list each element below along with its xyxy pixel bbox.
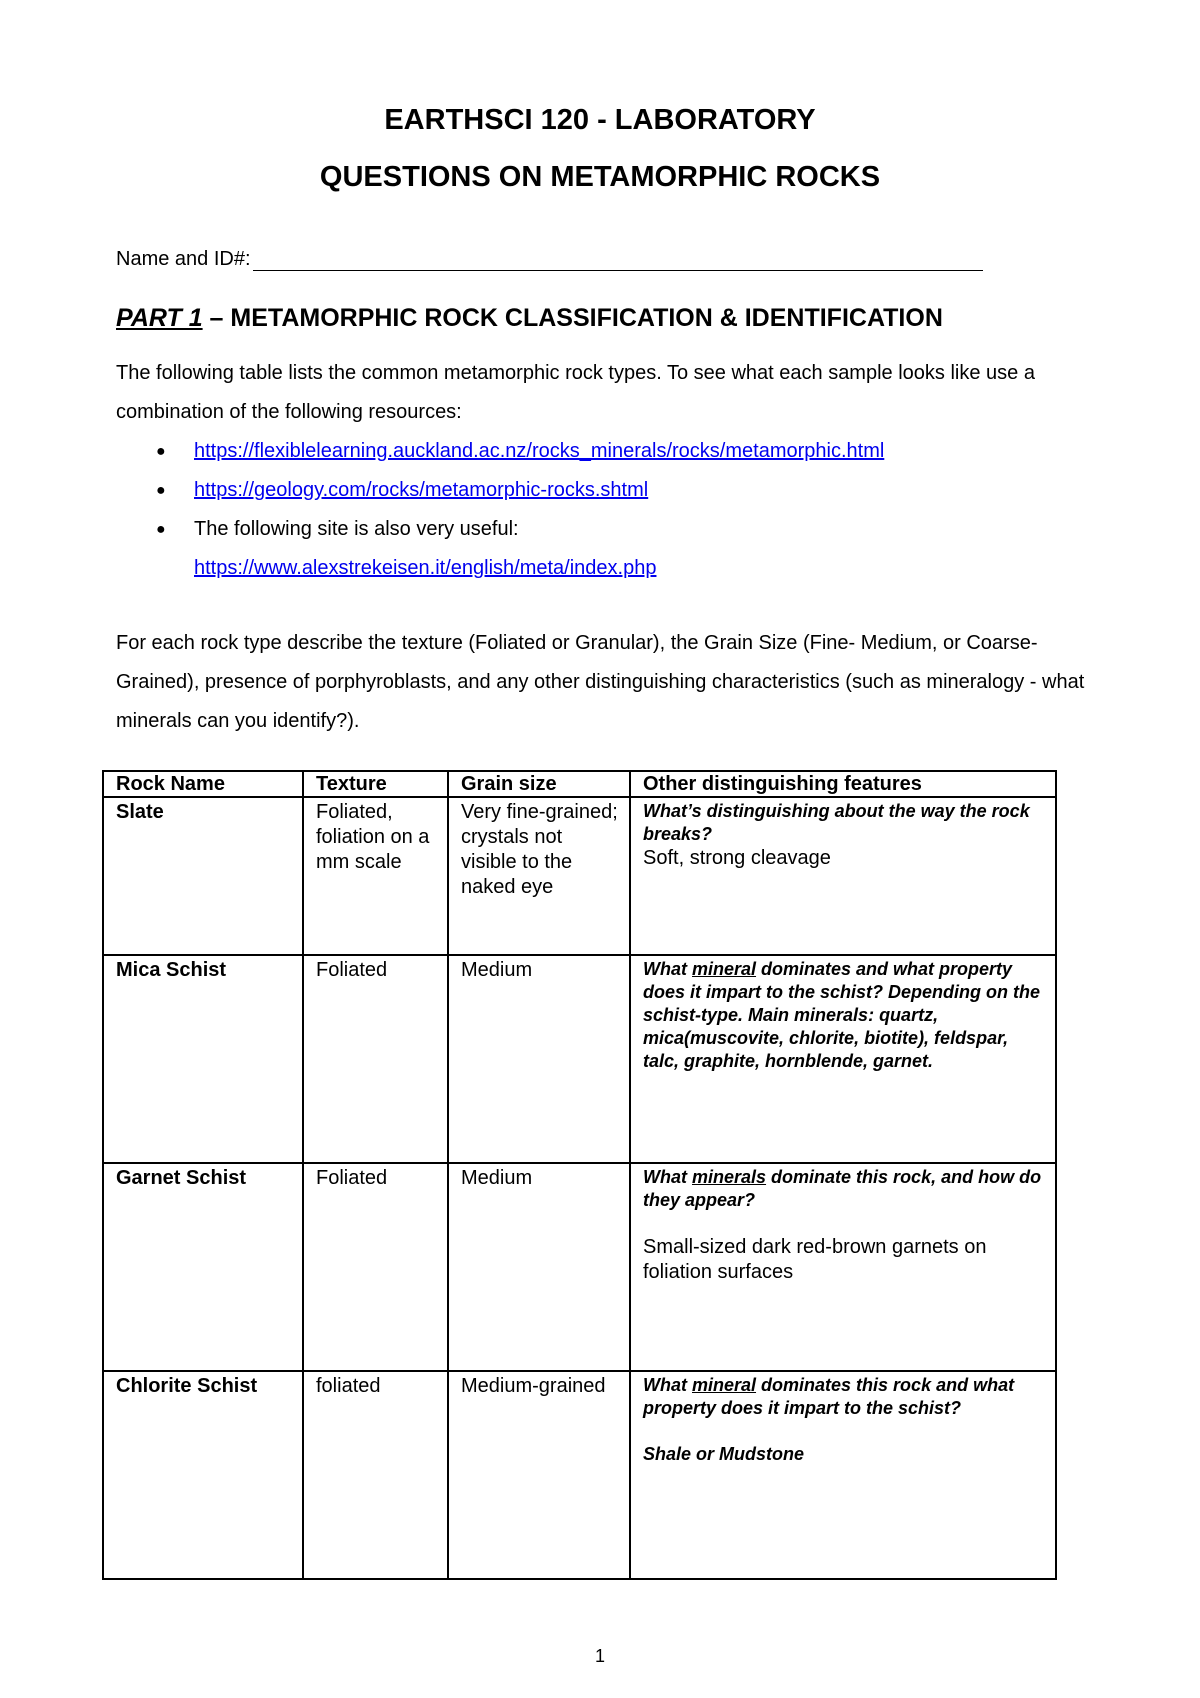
document-subtitle: QUESTIONS ON METAMORPHIC ROCKS	[319, 161, 881, 193]
grain-cell[interactable]: Medium-grained	[448, 1371, 630, 1579]
resource-link-alexstrekeisen[interactable]: https://www.alexstrekeisen.it/english/meta/index.php	[194, 557, 657, 579]
features-cell[interactable]	[630, 1371, 1056, 1579]
part1-heading	[116, 304, 943, 333]
header-other-features: Other distinguishing features	[630, 771, 1056, 797]
rock-name-cell: Chlorite Schist	[103, 1371, 303, 1579]
texture-cell[interactable]: Foliated	[303, 1163, 448, 1371]
list-item	[116, 471, 884, 510]
bullet-icon: ●	[156, 443, 166, 460]
intro-paragraph: The following table lists the common metamorphic rock types. To see what each sample looks like use a combination of the following resources:	[116, 362, 1035, 423]
feature-question: What’s distinguishing about the way the rock breaks?	[643, 801, 1030, 844]
resource-link-geology[interactable]: https://geology.com/rocks/metamorphic-rocks.shtml	[194, 479, 649, 501]
list-item	[116, 432, 884, 471]
question-keyword: minerals	[692, 1167, 767, 1187]
rock-name-cell: Garnet Schist	[103, 1163, 303, 1371]
bullet-icon: ●	[156, 521, 166, 538]
resource-list	[116, 432, 884, 588]
features-cell[interactable]	[630, 797, 1056, 955]
table-row	[103, 1371, 1056, 1579]
part1-title: – METAMORPHIC ROCK CLASSIFICATION & IDENTIFICATION	[202, 304, 943, 332]
part1-number: PART 1	[116, 304, 203, 332]
question-keyword: mineral	[692, 959, 757, 979]
texture-cell[interactable]: Foliated, foliation on a mm scale	[303, 797, 448, 955]
rock-name-cell: Slate	[103, 797, 303, 955]
question-prefix: What	[643, 1167, 692, 1187]
resource-link-auckland[interactable]: https://flexiblelearning.auckland.ac.nz/rocks_minerals/rocks/metamorphic.html	[194, 440, 885, 462]
feature-answer: Soft, strong cleavage	[643, 847, 831, 869]
instructions-paragraph: For each rock type describe the texture (Foliated or Granular), the Grain Size (Fine- Medium, or Coarse-Grained), presence of porphyroblasts, and any other distinguishing characteristics (such as mineralogy - what minerals can you identify?).	[116, 632, 1085, 732]
rock-table	[102, 770, 1057, 1580]
question-keyword: mineral	[692, 1375, 757, 1395]
features-cell[interactable]	[630, 1163, 1056, 1371]
list-item	[116, 510, 884, 588]
extra-note: The following site is also very useful:	[194, 518, 519, 540]
header-texture: Texture	[303, 771, 448, 797]
rock-name-cell: Mica Schist	[103, 955, 303, 1163]
spacer	[643, 1212, 1045, 1235]
question-prefix: What	[643, 1375, 692, 1395]
spacer	[643, 1420, 1045, 1443]
question-suffix: dominate this rock, and how do they appear?	[643, 1167, 1042, 1210]
name-id-field	[116, 248, 983, 271]
page-number: 1	[594, 1646, 605, 1666]
question-suffix: dominates this rock and what property does it impart to the schist?	[643, 1375, 1015, 1418]
question-suffix: dominates and what property does it impart to the schist? Depending on the schist-type. Main minerals: quartz, mica(muscovite, chlorite, biotite), feldspar, talc, graphite, hornblende, garnet.	[643, 959, 1041, 1071]
grain-cell[interactable]: Medium	[448, 955, 630, 1163]
feature-question	[643, 1374, 1045, 1420]
question-prefix: What	[643, 959, 692, 979]
header-rock-name: Rock Name	[103, 771, 303, 797]
feature-answer: Shale or Mudstone	[643, 1444, 805, 1464]
feature-answer: Small-sized dark red-brown garnets on foliation surfaces	[643, 1236, 987, 1283]
header-grain-size: Grain size	[448, 771, 630, 797]
texture-cell[interactable]: Foliated	[303, 955, 448, 1163]
texture-cell[interactable]: foliated	[303, 1371, 448, 1579]
name-id-label: Name and ID#:	[116, 248, 251, 270]
feature-question	[643, 958, 1045, 1073]
grain-cell[interactable]: Very fine-grained; crystals not visible to the naked eye	[448, 797, 630, 955]
name-id-blank[interactable]	[253, 251, 983, 271]
grain-cell[interactable]: Medium	[448, 1163, 630, 1371]
table-row	[103, 1163, 1056, 1371]
table-row	[103, 955, 1056, 1163]
features-cell[interactable]	[630, 955, 1056, 1163]
feature-question	[643, 1166, 1045, 1212]
table-row	[103, 797, 1056, 955]
table-header-row	[103, 771, 1056, 797]
bullet-icon: ●	[156, 482, 166, 499]
document-title: EARTHSCI 120 - LABORATORY	[384, 104, 816, 136]
